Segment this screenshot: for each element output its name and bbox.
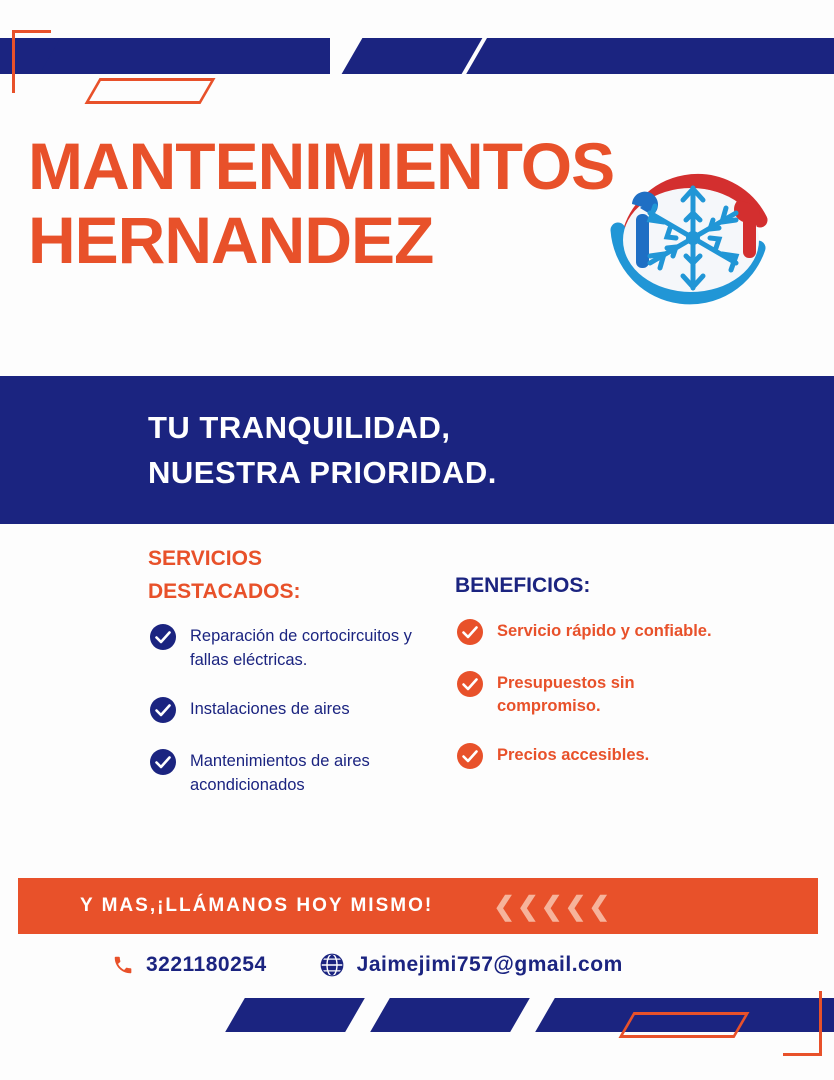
top-decoration <box>0 0 834 120</box>
service-item-text: Reparación de cortocircuitos y fallas eléctricas. <box>190 627 412 670</box>
globe-icon <box>319 952 345 978</box>
brand-title <box>28 130 614 278</box>
check-badge-icon <box>455 669 485 699</box>
tagline-bar <box>0 376 834 524</box>
list-item <box>148 622 428 673</box>
snowflake-wrench-logo <box>588 148 798 323</box>
email-address: Jaimejimi757@gmail.com <box>356 953 623 976</box>
bottom-orange-outline-bar <box>618 1012 749 1038</box>
header <box>0 120 834 375</box>
list-item <box>148 695 428 725</box>
check-badge-icon <box>455 741 485 771</box>
top-orange-outline-left <box>12 30 51 93</box>
cta-bar[interactable] <box>18 878 818 934</box>
services-heading-line1: SERVICIOS <box>148 547 262 570</box>
list-item <box>148 747 428 798</box>
benefit-item-text: Presupuestos sin compromiso. <box>497 673 635 716</box>
top-orange-outline-bar <box>84 78 215 104</box>
contact-email[interactable] <box>319 952 623 978</box>
check-badge-icon <box>148 747 178 777</box>
chevron-left-icon: ❮ <box>517 891 539 921</box>
benefit-item-text: Servicio rápido y confiable. <box>497 621 712 640</box>
list-item <box>455 741 715 771</box>
top-blue-band-piece-3b <box>530 38 834 74</box>
bottom-blue-band-2 <box>370 998 530 1032</box>
contact-row <box>0 940 834 990</box>
check-badge-icon <box>455 617 485 647</box>
top-blue-band-piece-2 <box>342 38 483 74</box>
bottom-decoration <box>0 990 834 1080</box>
chevron-left-icon: ❮ <box>564 891 587 921</box>
content-columns <box>0 535 834 875</box>
service-item-text: Mantenimientos de aires acondicionados <box>190 751 370 794</box>
benefits-column <box>455 570 715 793</box>
contact-phone[interactable] <box>112 953 267 977</box>
bottom-blue-band-1 <box>225 998 365 1032</box>
cta-text: Y MAS,¡LLÁMANOS HOY MISMO! <box>80 895 434 916</box>
tagline-line1: TU TRANQUILIDAD, <box>148 410 451 445</box>
services-column <box>148 543 428 820</box>
chevron-left-icon: ❮ <box>540 891 563 921</box>
list-item <box>455 617 715 647</box>
benefits-heading: BENEFICIOS: <box>455 574 591 597</box>
brand-title-line2: HERNANDEZ <box>28 202 434 277</box>
list-item <box>455 669 715 720</box>
benefit-item-text: Precios accesibles. <box>497 746 650 765</box>
check-badge-icon <box>148 695 178 725</box>
chevron-left-icon: ❮ <box>588 891 611 921</box>
services-list <box>148 622 428 798</box>
phone-number: 3221180254 <box>146 953 267 976</box>
service-item-text: Instalaciones de aires <box>190 699 350 718</box>
benefits-list <box>455 617 715 772</box>
services-heading-line2: DESTACADOS: <box>148 579 301 603</box>
chevron-group <box>493 893 610 919</box>
tagline-line2: NUESTRA PRIORIDAD. <box>148 454 497 490</box>
bottom-orange-outline-right <box>783 991 822 1056</box>
brand-title-line1: MANTENIMIENTOS <box>28 129 615 203</box>
check-badge-icon <box>148 622 178 652</box>
chevron-left-icon: ❮ <box>493 891 515 921</box>
phone-icon <box>112 954 134 976</box>
